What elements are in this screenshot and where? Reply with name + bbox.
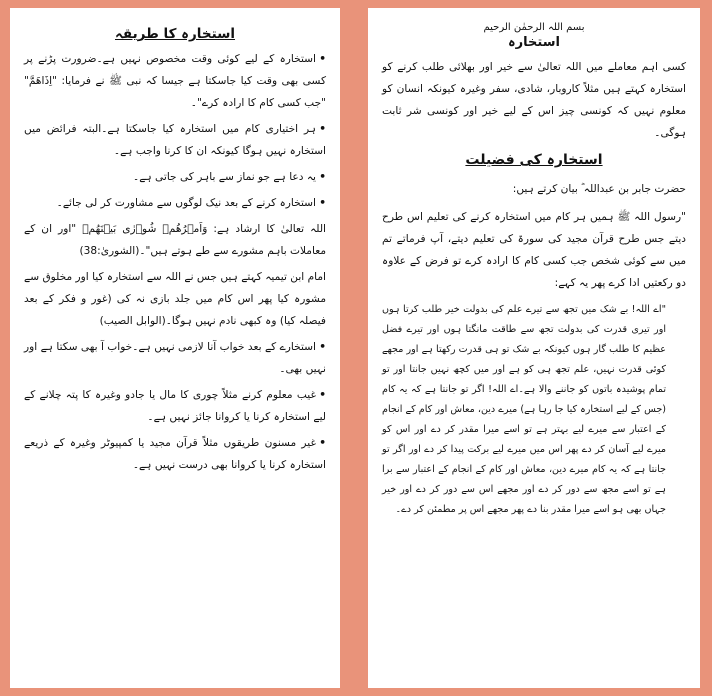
bullet-item: •استخارے کے بعد خواب آنا لازمی نہیں ہے۔خواب آ بھی سکتا ہے اور نہیں بھی۔ (24, 341, 326, 375)
dua-translation: "اے اللہ! بے شک میں تجھ سے تیرے علم کی بدولت خیر طلب کرتا ہوں اور تیری قدرت کی بدولت تجھ سے طاقت مانگتا ہوں اور تیرے فضل عظیم کا طلب گار ہوں کیونکہ بے شک تو ہی قدرت رکھتا ہے اور مجھے کوئی قدرت نہیں، علم تجھ ہی کو ہے اور میں کچھ نہیں جانتا اور تو تمام پوشیدہ باتوں کو جاننے والا ہے۔اے اللہ! اگر تو جانتا ہے کہ یہ کام (جس کے لیے استخارہ کیا جا رہا ہے) میرے دین، معاش اور کام کے انجام کے اعتبار سے میرے لیے بہتر ہے تو اسے میرا مقدر کر دے اور اس کو میرے لیے آسان کر دے پھر اس میں میرے لیے برکت پیدا کر دے اور اگر تو جانتا ہے کہ یہ کام میرے دین، معاش اور کام کے انجام کے اعتبار سے برا ہے تو اسے مجھ سے دور کر دے اور مجھے اس سے دور کر دے اور خیر جہاں بھی ہو اسے میرا مقدر بنا دے پھر مجھے اس پر مطمئن کر دے۔ (382, 304, 666, 515)
bullet-item: •یہ دعا ہے جو نماز سے باہر کی جاتی ہے۔ (133, 171, 326, 183)
bullet-item: •استخارہ کرنے کے بعد نیک لوگوں سے مشاورت کر لی جائے۔ (56, 197, 326, 209)
intro-paragraph: کسی اہم معاملے میں اللہ تعالیٰ سے خیر اور بھلائی طلب کرنے کو استخارہ کہتے ہیں مثلاً کاروبار، شادی، سفر وغیرہ کیونکہ انسان کو معلوم نہیں کہ کونسی چیز اس کے لیے خیر اور کونسی شر ثابت ہوگی۔ (382, 61, 686, 139)
section-title-method: استخارہ کا طریقہ (114, 26, 236, 42)
bullet-text: استخارہ کرنے کے بعد نیک لوگوں سے مشاورت کر لی جائے۔ (56, 197, 316, 209)
bullet-list-1 (24, 48, 326, 214)
narrator-line: حضرت جابر بن عبداللہ ؓ بیان کرتے ہیں: (512, 183, 686, 195)
bullet-item: •غیر مسنون طریقوں مثلاً قرآن مجید یا کمپیوٹر وغیرہ کے ذریعے استخارہ کرنا یا کروانا بھی درست نہیں ہے۔ (24, 437, 326, 471)
right-panel (368, 8, 700, 688)
hadith-text: "رسول اللہ ﷺ ہمیں ہر کام میں استخارہ کرنے کی تعلیم اس طرح دیتے جس طرح قرآن مجید کی سورۃ کی تعلیم دیتے، آپ فرماتے تم میں سے کوئی شخص جب کسی کام کا ارادہ کرے تو فرض کے علاوہ دو رکعتیں ادا کرے پھر یہ کہے: (382, 211, 686, 289)
bullet-item: •غیب معلوم کرنے مثلاً چوری کا مال یا جادو وغیرہ کا پتہ چلانے کے لیے استخارہ کرنا یا کروانا جائز نہیں ہے۔ (24, 389, 326, 423)
bullet-text: استخارہ کے لیے کوئی وقت مخصوص نہیں ہے۔ضرورت پڑنے پر کسی بھی وقت کیا جاسکتا ہے جیسا کہ نبی ﷺ نے فرمایا: "اِذَاھَمَّ" "جب کسی کام کا ارادہ کرے"۔ (24, 53, 326, 109)
bullet-item: •ہر اختیاری کام میں استخارہ کیا جاسکتا ہے۔البتہ فرائض میں استخارہ نہیں ہوگا کیونکہ ان کا کرنا واجب ہے۔ (24, 123, 326, 157)
bullet-text: یہ دعا ہے جو نماز سے باہر کی جاتی ہے۔ (133, 171, 316, 183)
bismillah: بسم اللہ الرحمٰن الرحیم (483, 22, 585, 33)
section-title-virtue: استخارہ کی فضیلت (465, 152, 603, 168)
ibn-taymiyyah-quote: امام ابن تیمیہ کہتے ہیں جس نے اللہ سے استخارہ کیا اور مخلوق سے مشورہ کیا پھر اس کام میں جلد بازی نہ کی (غور و فکر کے بعد فیصلہ کیا) وہ کبھی نادم نہیں ہوگا۔(الوابل الصیب) (24, 271, 326, 327)
section-title-istikhara: استخارہ (508, 35, 560, 50)
bullet-text: غیب معلوم کرنے مثلاً چوری کا مال یا جادو وغیرہ کا پتہ چلانے کے لیے استخارہ کرنا یا کروانا جائز نہیں ہے۔ (24, 389, 326, 423)
bullet-list-2 (24, 336, 326, 476)
bullet-text: غیر مسنون طریقوں مثلاً قرآن مجید یا کمپیوٹر وغیرہ کے ذریعے استخارہ کرنا یا کروانا بھی درست نہیں ہے۔ (24, 437, 326, 471)
bullet-text: ہر اختیاری کام میں استخارہ کیا جاسکتا ہے۔البتہ فرائض میں استخارہ نہیں ہوگا کیونکہ ان کا کرنا واجب ہے۔ (24, 123, 326, 157)
quran-note: اللہ تعالیٰ کا ارشاد ہے: وَاَمۡرُهُمۡ شُوۡرٰى بَيۡنَهُمۡ "اور ان کے معاملات باہم مشورے سے طے ہوتے ہیں"۔(الشوریٰ:38) (24, 223, 326, 257)
bullet-text: استخارے کے بعد خواب آنا لازمی نہیں ہے۔خواب آ بھی سکتا ہے اور نہیں بھی۔ (24, 341, 326, 375)
left-panel (10, 8, 340, 688)
bullet-item: •استخارہ کے لیے کوئی وقت مخصوص نہیں ہے۔ضرورت پڑنے پر کسی بھی وقت کیا جاسکتا ہے جیسا کہ نبی ﷺ نے فرمایا: "اِذَاھَمَّ" "جب کسی کام کا ارادہ کرے"۔ (24, 53, 326, 109)
